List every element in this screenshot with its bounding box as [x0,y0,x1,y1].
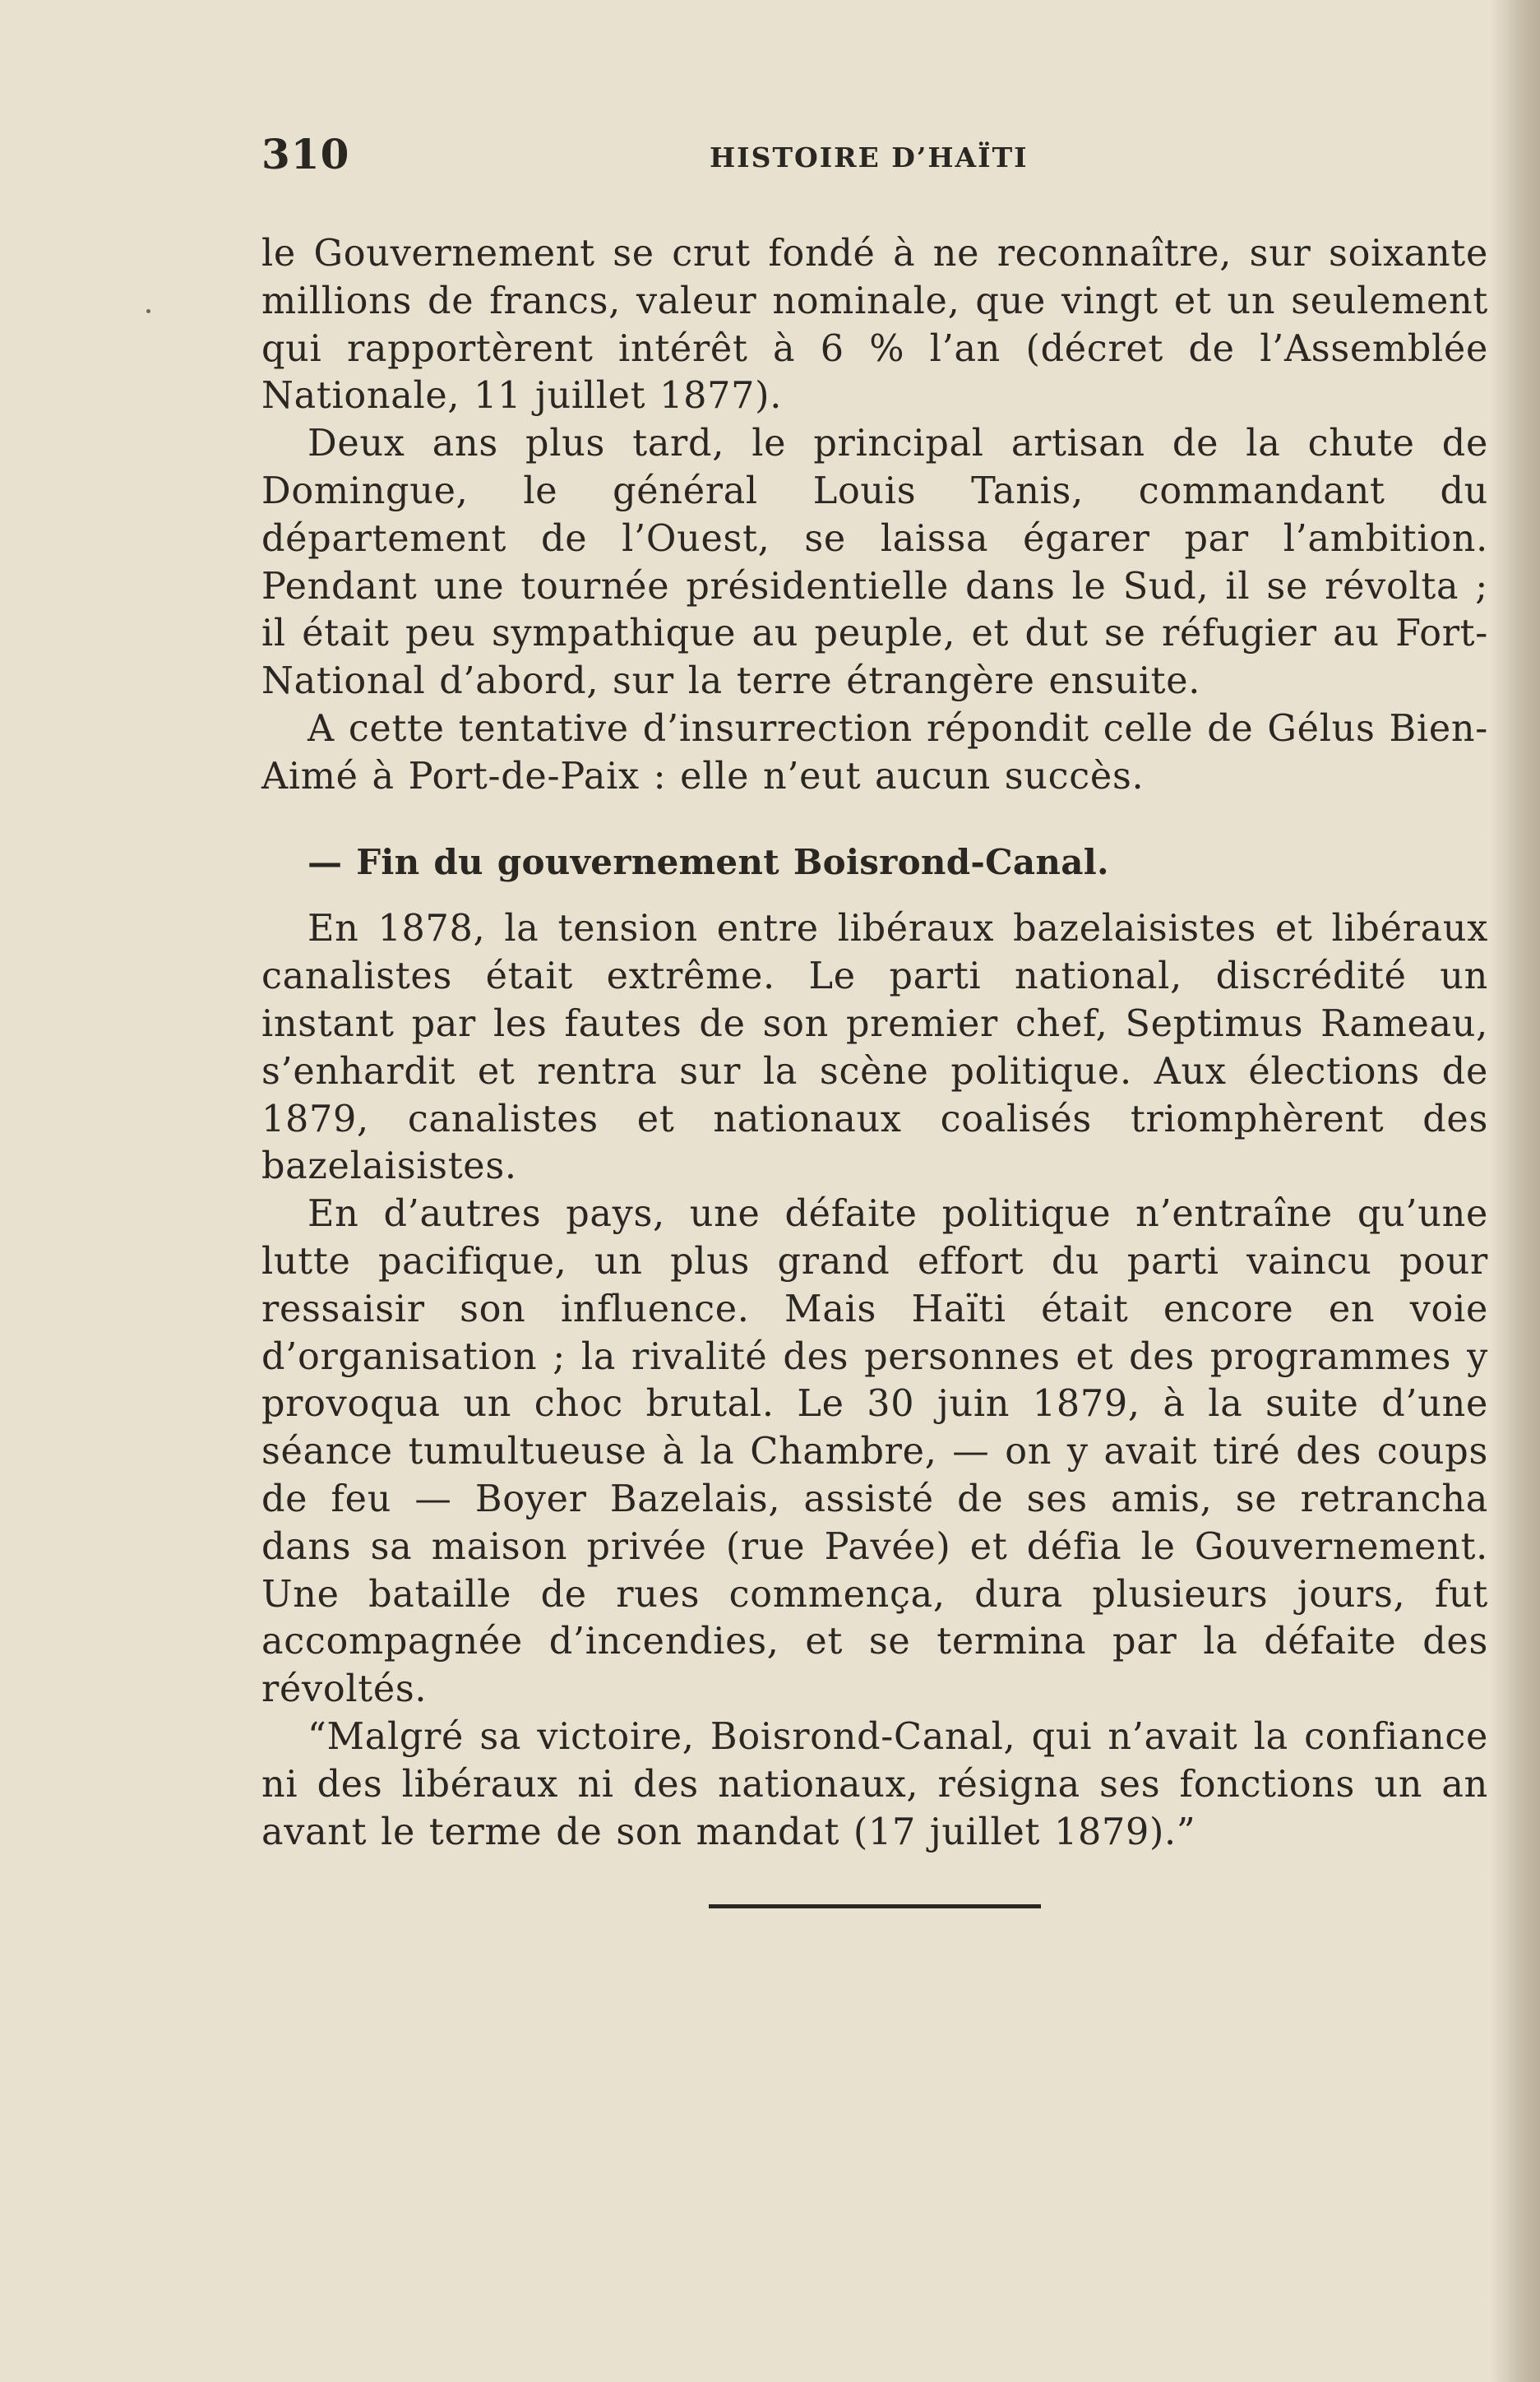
section-heading: — Fin du gouvernement Boisrond-Canal. [308,841,1109,882]
page-header [261,130,1488,187]
page-number: 310 [261,130,350,178]
paragraph: A cette tentative d’insurrection répondit celle de Gélus Bien-Aimé à Port-de-Paix : elle n’eut aucun succès. [261,707,1488,798]
paragraph: Deux ans plus tard, le principal artisan de la chute de Domingue, le général Louis Tanis, commandant du département de l’Ouest, se laissa égarer par l’ambition. Pendant une tournée présidentielle dans le Sud, il se révolta ; il était peu sympathique au peuple, et dut se réfugier au Fort-National d’abord, sur la terre étrangère ensuite. [261,423,1488,703]
paragraph-continued: le Gouvernement se crut fondé à ne reconnaître, sur soixante millions de francs, valeur nominale, que vingt et un seulement qui rapportèrent intérêt à 6 % l’an (décret de l’Assemblée Nationale, 11 juillet 1877). [261,233,1488,418]
paragraph: En d’autres pays, une défaite politique n’entraîne qu’une lutte pacifique, un plus grand effort du parti vaincu pour ressaisir son influence. Mais Haïti était encore en voie d’organisation ; la rivalité des personnes et des programmes y provoqua un choc brutal. Le 30 juin 1879, à la suite d’une séance tumultueuse à la Chambre, — on y avait tiré des coups de feu — Boyer Bazelais, assisté de ses amis, se retrancha dans sa maison privée (rue Pavée) et défia le Gouvernement. Une bataille de rues commença, dura plusieurs jours, fut accompagnée d’incendies, et se termina par la défaite des révoltés. [261,1193,1488,1711]
running-title: HISTOIRE D’HAÏTI [710,141,1029,173]
page-edge-shadow [1491,0,1540,2382]
paragraph-quotation: “Malgré sa victoire, Boisrond-Canal, qui n’avait la confiance ni des libéraux ni des nationaux, résigna ses fonctions un an avant le terme de son mandat (17 juillet 1879).” [261,1715,1488,1853]
body-text [261,230,1488,1856]
paragraph: En 1878, la tension entre libéraux bazelaisistes et libéraux canalistes était extrême. Le parti national, discrédité un instant par les fautes de son premier chef, Septimus Rameau, s’enhardit et rentra sur la scène politique. Aux élections de 1879, canalistes et nationaux coalisés triomphèrent des bazelaisistes. [261,908,1488,1188]
margin-speck [146,309,150,313]
end-of-chapter-rule [709,1904,1041,1908]
